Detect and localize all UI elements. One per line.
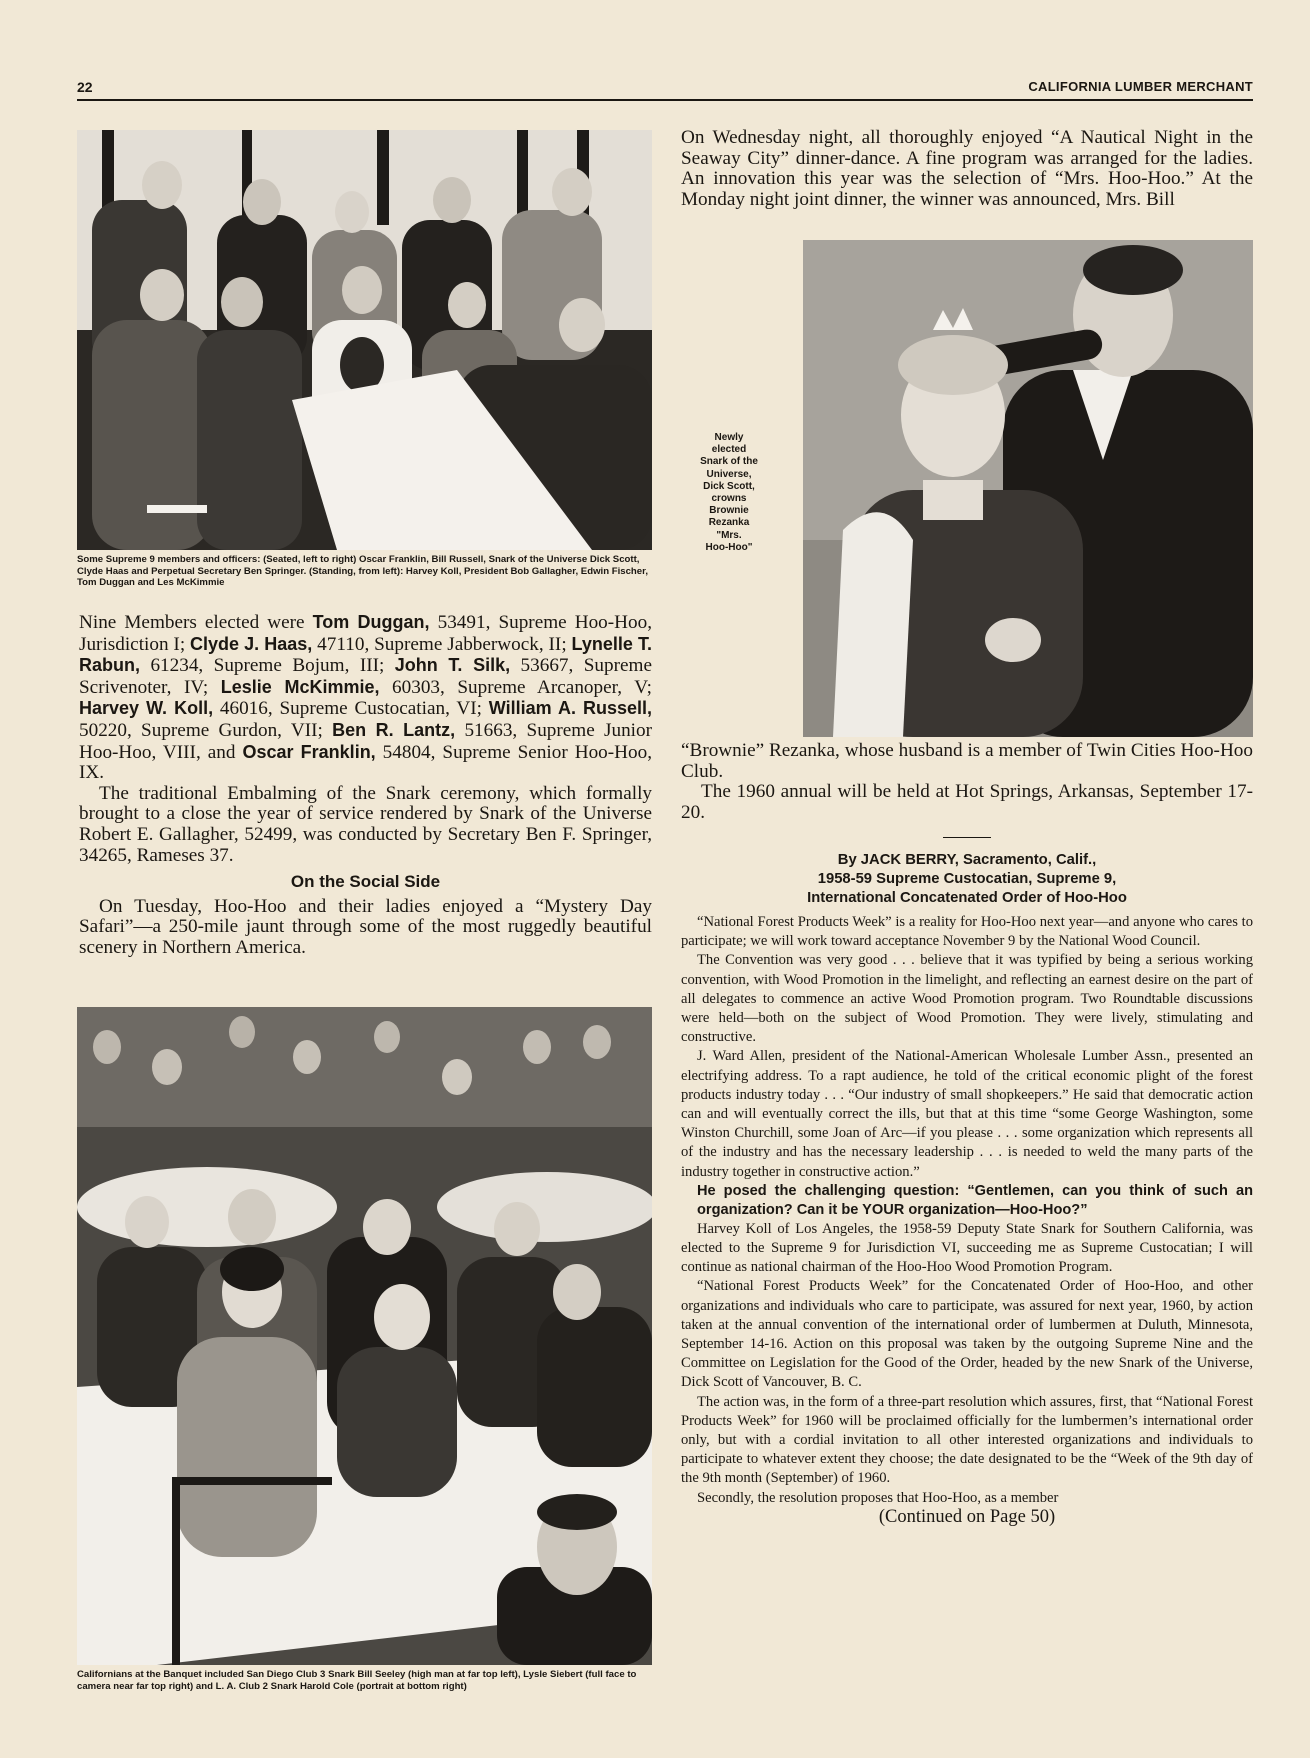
banquet-photo-scene (77, 1007, 652, 1665)
publication-title: CALIFORNIA LUMBER MERCHANT (1028, 79, 1253, 94)
member-detail: 53491, Supreme Hoo-Hoo, Jurisdiction I; (79, 612, 652, 655)
caption-line: Newly (714, 432, 744, 443)
member-detail: 61234, Supreme Bojum, III; (140, 655, 395, 677)
wednesday-paragraph: On Wednesday night, all thoroughly enjoyed “A Nautical Night in the Seaway City” dinner-dance. A fine program was arranged for the ladies. An innovation this year was the selection of “Mrs. Hoo-Hoo.” At the Monday night joint dinner, the winner was announced, Mrs. Bill (681, 127, 1253, 210)
right-column-top-text (681, 128, 1253, 210)
group-photo (77, 130, 652, 550)
article-paragraph-6: The action was, in the form of a three-part resolution which assures, first, that “National Forest Products Week” for 1960 will be proclaimed officially for the lumbermen’s international order only, but with a cordial invitation to all other interested organizations and individuals to participate to whatever extent they choose; the date designated to be the “Week of the 9th day of the 9th month (September) of 1960. (681, 1393, 1253, 1487)
member-detail: 51663, Supreme Junior Hoo-Hoo, VIII, and (79, 719, 652, 763)
caption-line: Snark of the (700, 456, 758, 468)
group-photo-scene (77, 130, 652, 550)
group-photo-caption: Some Supreme 9 members and officers: (Seated, left to right) Oscar Franklin, Bill Russell, Snark of the Universe Dick Scott, Clyde Haas and Perpetual Secretary Ben Springer. (Standing, from left): Harvey Koll, President Bob Gallagher, Edwin Fischer, Tom Duggan and Les McKimmie (77, 554, 648, 589)
members-elected-paragraph (79, 612, 652, 784)
header-rule (77, 99, 1253, 101)
member-name: Leslie McKimmie, (220, 676, 380, 697)
article-text (681, 913, 1253, 1527)
member-detail: 53667, Supreme Scrivenoter, IV; (79, 655, 652, 698)
article-paragraph-1: “National Forest Products Week” is a reality for Hoo-Hoo next year—and anyone who cares to participate; we will work toward acceptance November 9 by the National Wood Council. (681, 914, 1253, 950)
member-detail: 54804, Supreme Senior Hoo-Hoo, IX. (79, 741, 652, 784)
right-column-mid-text (681, 741, 1253, 854)
byline-line-3: International Concatenated Order of Hoo-Hoo (807, 890, 1127, 906)
brownie-paragraph: “Brownie” Rezanka, whose husband is a member of Twin Cities Hoo-Hoo Club. (681, 740, 1253, 782)
left-column-text (79, 612, 652, 959)
member-name: Oscar Franklin, (242, 741, 376, 762)
byline-line-1: By JACK BERRY, Sacramento, Calif., (837, 852, 1097, 868)
member-detail: 50220, Supreme Gurdon, VII; (79, 719, 333, 741)
member-name: William A. Russell, (488, 698, 652, 719)
member-detail: 46016, Supreme Custocatian, VI; (213, 698, 489, 720)
banquet-photo (77, 1007, 652, 1665)
continued-notice: (Continued on Page 50) (878, 1506, 1056, 1527)
challenge-question: He posed the challenging question: “Gentlemen, can you think of such an organization? Can it be YOUR organization—Hoo-Hoo?” (697, 1182, 1253, 1218)
crowning-photo (803, 240, 1253, 737)
member-detail: 47110, Supreme Jabberwock, II; (312, 633, 572, 655)
embalming-paragraph: The traditional Embalming of the Snark ceremony, which formally brought to a close the year of service rendered by Snark of the Universe Robert E. Gallagher, 52499, was conducted by Secretary Ben F. Springer, 34265, Rameses 37. (79, 782, 652, 866)
member-name: Clyde J. Haas, (190, 633, 313, 654)
article-paragraph-4: Harvey Koll of Los Angeles, the 1958-59 Deputy State Snark for Southern California, was elected to the Supreme 9 for Jurisdiction VI, succeeding me as Supreme Custocatian; I will continue as national chairman of the Hoo-Hoo Wood Promotion Program. (681, 1220, 1253, 1276)
caption-line: Brownie (709, 505, 749, 517)
article-paragraph-5: “National Forest Products Week” for the Concatenated Order of Hoo-Hoo, and other organizations and individuals who care to participate, was assured for next year, 1960, by action taken at the annual convention of the international order of lumbermen at Duluth, Minnesota, September 14-16. Action on this proposal was taken by the outgoing Supreme Nine and the Committee on Legislation for the Good of the Order, headed by the new Snark of the Universe, Dick Scott of Vancouver, B. C. (681, 1278, 1253, 1391)
section-divider (943, 837, 991, 838)
member-detail: 60303, Supreme Arcanoper, V; (379, 676, 652, 698)
member-list (79, 612, 652, 783)
members-intro: Nine Members elected were (79, 612, 313, 633)
caption-line: Dick Scott, (703, 480, 755, 492)
member-name: Tom Duggan, (312, 612, 430, 632)
annual-1960-paragraph: The 1960 annual will be held at Hot Springs, Arkansas, September 17-20. (681, 781, 1253, 823)
member-name: Harvey W. Koll, (79, 698, 214, 719)
caption-line: Rezanka (708, 517, 750, 529)
caption-line: Hoo-Hoo" (705, 541, 753, 553)
article-paragraph-7: Secondly, the resolution proposes that Hoo-Hoo, as a member (697, 1489, 1059, 1506)
caption-line: elected (711, 444, 747, 456)
page-number: 22 (77, 79, 93, 95)
member-name: Ben R. Lantz, (332, 719, 456, 740)
caption-line: Universe, (706, 468, 752, 480)
member-name: Lynelle T. Rabun, (79, 633, 652, 676)
article-paragraph-2: The Convention was very good . . . believe that it was typified by being a serious working convention, with Wood Promotion in the limelight, and reflecting an earnest desire on the part of all delegates to commence an active Wood Promotion program. Two Roundtable discussions were held—both on the subject of Wood Promotion. They were lively, stimulating and constructive. (681, 952, 1253, 1046)
tuesday-paragraph: On Tuesday, Hoo-Hoo and their ladies enjoyed a “Mystery Day Safari”—a 250-mile jaunt through some of the most ruggedly beautiful scenery in Northern America. (79, 895, 652, 958)
crowning-photo-caption (680, 432, 778, 554)
member-name: John T. Silk, (394, 655, 511, 676)
crowning-photo-scene (803, 240, 1253, 737)
byline-line-2: 1958-59 Supreme Custocatian, Supreme 9, (817, 871, 1117, 887)
article-paragraph-3: J. Ward Allen, president of the National-American Wholesale Lumber Assn., presented an electrifying address. To a rapt audience, he told of the critical economic plight of the forest products industry today . . . “Our industry of small shopkeepers.” He said that democratic action can and will eventually correct the ills, but that at this time “some George Washington, some Winston Churchill, some Joan of Arc—if you please . . . some organization which represents all of the industry and has the necessary leadership . . . is needed to weld the many parts of the industry together in constructive action.” (681, 1048, 1253, 1180)
banquet-photo-caption: Californians at the Banquet included San Diego Club 3 Snark Bill Seeley (high man at far top left), Lysle Siebert (full face to camera near far top right) and L. A. Club 2 Snark Harold Cole (portrait at bottom right) (77, 1669, 637, 1692)
social-side-heading: On the Social Side (290, 872, 441, 892)
caption-line: crowns (711, 493, 747, 505)
caption-line: "Mrs. (716, 529, 742, 541)
byline-block (681, 851, 1253, 908)
